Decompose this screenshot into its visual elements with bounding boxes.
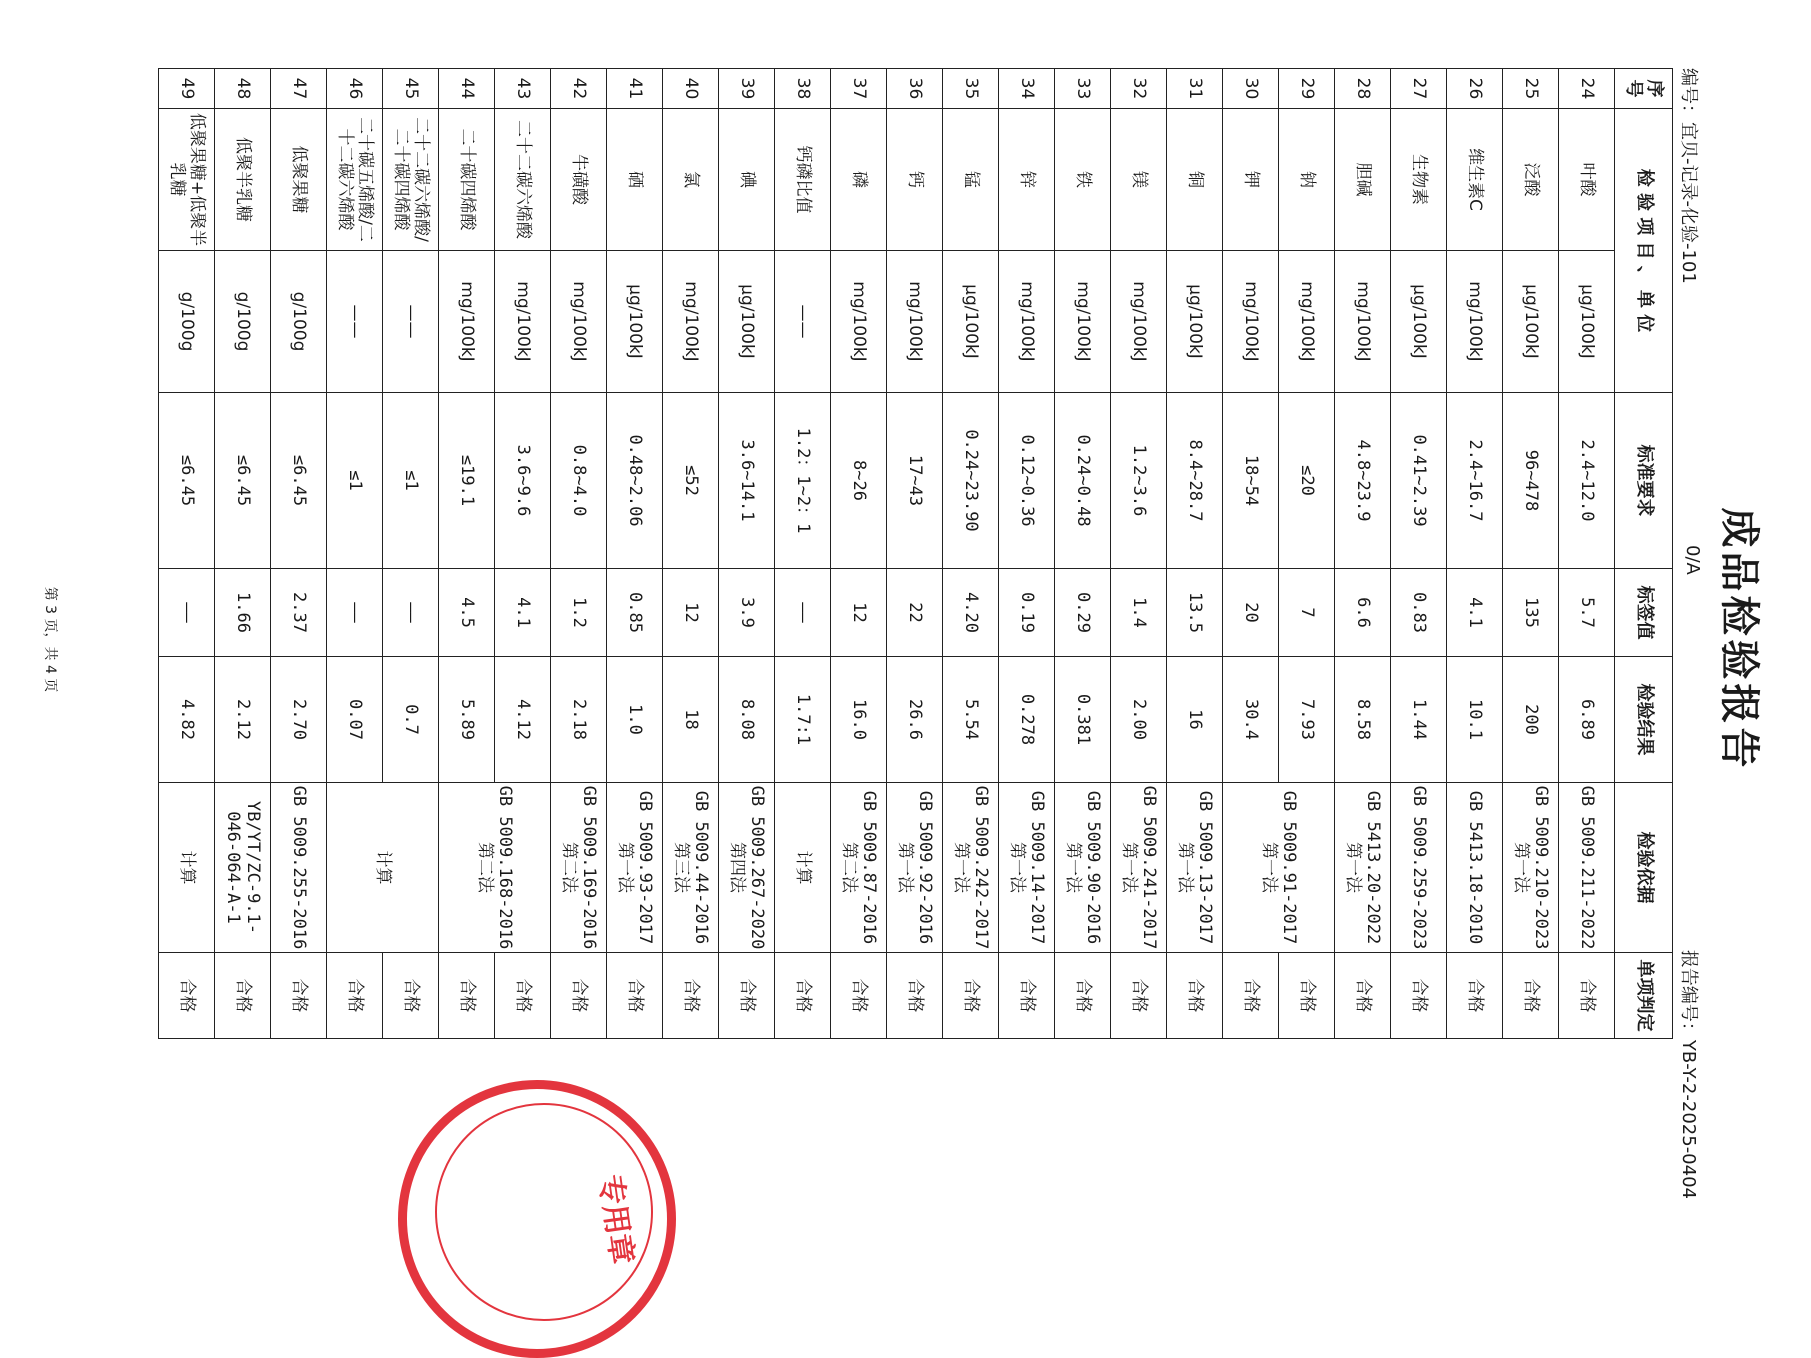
item-name: 二十二碳六烯酸/二十碳四烯酸 (383, 109, 439, 251)
standard-requirement: ≤6.45 (271, 393, 327, 569)
item-unit: mg/100kJ (1111, 251, 1167, 393)
standard-requirement: ≤1 (327, 393, 383, 569)
label-value: —— (775, 569, 831, 657)
table-row (663, 69, 719, 1039)
row-number: 35 (943, 69, 999, 109)
label-value: 0.83 (1391, 569, 1447, 657)
verdict: 合格 (1279, 953, 1335, 1039)
label-value: 13.5 (1167, 569, 1223, 657)
test-result: 5.89 (439, 657, 495, 783)
item-name: 钾 (1223, 109, 1279, 251)
row-number: 48 (215, 69, 271, 109)
verdict: 合格 (495, 953, 551, 1039)
table-row (551, 69, 607, 1039)
test-result: 18 (663, 657, 719, 783)
item-unit: —— (775, 251, 831, 393)
row-number: 30 (1223, 69, 1279, 109)
standard-requirement: 2.4~16.7 (1447, 393, 1503, 569)
verdict: 合格 (1055, 953, 1111, 1039)
header-result: 检验结果 (1615, 657, 1673, 783)
row-number: 25 (1503, 69, 1559, 109)
verdict: 合格 (1559, 953, 1615, 1039)
test-basis: YB/YT/ZC-9.1-046-064-A-1 (215, 783, 271, 953)
test-result: 2.70 (271, 657, 327, 783)
table-row (999, 69, 1055, 1039)
standard-requirement: ≤19.1 (439, 393, 495, 569)
item-unit: mg/100kJ (1279, 251, 1335, 393)
test-basis: GB 5009.44-2016 第三法 (663, 783, 719, 953)
row-number: 42 (551, 69, 607, 109)
standard-requirement: 1.2~3.6 (1111, 393, 1167, 569)
label-value: 7 (1279, 569, 1335, 657)
item-name: 钠 (1279, 109, 1335, 251)
stamp-text: 专用章 (591, 1172, 640, 1267)
table-row (719, 69, 775, 1039)
item-name: 胆碱 (1335, 109, 1391, 251)
test-result: 10.1 (1447, 657, 1503, 783)
test-result: 2.00 (1111, 657, 1167, 783)
item-unit: μg/100kJ (607, 251, 663, 393)
test-basis: 计算 (159, 783, 215, 953)
table-row (607, 69, 663, 1039)
item-unit: μg/100kJ (719, 251, 775, 393)
item-name: 钙 (887, 109, 943, 251)
label-value: 12 (831, 569, 887, 657)
standard-requirement: 18~54 (1223, 393, 1279, 569)
row-number: 29 (1279, 69, 1335, 109)
item-name: 二十碳五烯酸/二十二碳六烯酸 (327, 109, 383, 251)
verdict: 合格 (215, 953, 271, 1039)
standard-requirement: 0.41~2.39 (1391, 393, 1447, 569)
test-result: 16 (1167, 657, 1223, 783)
header-verdict: 单项判定 (1615, 953, 1673, 1039)
row-number: 44 (439, 69, 495, 109)
row-number: 43 (495, 69, 551, 109)
test-basis: GB 5009.168-2016 第二法 (439, 783, 551, 953)
standard-requirement: ≤20 (1279, 393, 1335, 569)
standard-requirement: ≤6.45 (215, 393, 271, 569)
item-unit: g/100g (215, 251, 271, 393)
test-result: 4.12 (495, 657, 551, 783)
label-value: 12 (663, 569, 719, 657)
row-number: 37 (831, 69, 887, 109)
item-unit: μg/100kJ (1559, 251, 1615, 393)
item-unit: mg/100kJ (1335, 251, 1391, 393)
table-row (215, 69, 271, 1039)
table-row (831, 69, 887, 1039)
table-row (495, 69, 551, 1039)
official-stamp (398, 1080, 676, 1358)
table-row (1559, 69, 1615, 1039)
verdict: 合格 (607, 953, 663, 1039)
row-number: 36 (887, 69, 943, 109)
table-row (1055, 69, 1111, 1039)
test-basis: GB 5009.210-2023 第一法 (1503, 783, 1559, 953)
test-result: 30.4 (1223, 657, 1279, 783)
page-footer: 第 3 页，共 4 页 (42, 586, 58, 693)
test-basis: 计算 (327, 783, 439, 953)
item-unit: mg/100kJ (495, 251, 551, 393)
table-row (383, 69, 439, 1039)
item-unit: mg/100kJ (887, 251, 943, 393)
item-name: 磷 (831, 109, 887, 251)
standard-requirement: ≤52 (663, 393, 719, 569)
item-name: 钙磷比值 (775, 109, 831, 251)
document-code: 编号：宜贝-记录-化验-101 (1678, 68, 1699, 284)
test-basis: GB 5009.92-2016 第一法 (887, 783, 943, 953)
label-value: —— (159, 569, 215, 657)
label-value: 3.9 (719, 569, 775, 657)
test-result: 0.278 (999, 657, 1055, 783)
standard-requirement: 17~43 (887, 393, 943, 569)
test-result: 0.7 (383, 657, 439, 783)
test-basis: GB 5413.20-2022 第一法 (1335, 783, 1391, 953)
item-unit: mg/100kJ (1447, 251, 1503, 393)
test-basis: GB 5009.14-2017 第一法 (999, 783, 1055, 953)
item-unit: μg/100kJ (1167, 251, 1223, 393)
row-number: 47 (271, 69, 327, 109)
verdict: 合格 (551, 953, 607, 1039)
header-label-value: 标签值 (1615, 569, 1673, 657)
test-result: 1.7:1 (775, 657, 831, 783)
test-result: 16.0 (831, 657, 887, 783)
label-value: 0.85 (607, 569, 663, 657)
verdict: 合格 (663, 953, 719, 1039)
item-name: 维生素C (1447, 109, 1503, 251)
test-result: 0.07 (327, 657, 383, 783)
standard-requirement: 8.4~28.7 (1167, 393, 1223, 569)
table-row (1503, 69, 1559, 1039)
item-name: 碘 (719, 109, 775, 251)
verdict: 合格 (327, 953, 383, 1039)
item-name: 生物素 (1391, 109, 1447, 251)
header-item-unit: 检 验 项 目 、 单 位 (1615, 109, 1673, 393)
verdict: 合格 (1391, 953, 1447, 1039)
test-result: 26.6 (887, 657, 943, 783)
verdict: 合格 (1223, 953, 1279, 1039)
row-number: 26 (1447, 69, 1503, 109)
test-result: 200 (1503, 657, 1559, 783)
label-value: 0.29 (1055, 569, 1111, 657)
row-number: 28 (1335, 69, 1391, 109)
table-row (1447, 69, 1503, 1039)
item-unit: μg/100kJ (943, 251, 999, 393)
report-title: 成品检验报告 (1716, 507, 1762, 772)
row-number: 27 (1391, 69, 1447, 109)
item-name: 二十碳四烯酸 (439, 109, 495, 251)
verdict: 合格 (1335, 953, 1391, 1039)
label-value: 20 (1223, 569, 1279, 657)
item-unit: g/100g (159, 251, 215, 393)
verdict: 合格 (1503, 953, 1559, 1039)
standard-requirement: 0.8~4.0 (551, 393, 607, 569)
table-row (159, 69, 215, 1039)
table-row (887, 69, 943, 1039)
verdict: 合格 (1167, 953, 1223, 1039)
verdict: 合格 (831, 953, 887, 1039)
standard-requirement: 0.24~23.90 (943, 393, 999, 569)
standard-requirement: ≤1 (383, 393, 439, 569)
item-unit: mg/100kJ (831, 251, 887, 393)
verdict: 合格 (1447, 953, 1503, 1039)
label-value: 2.37 (271, 569, 327, 657)
verdict: 合格 (943, 953, 999, 1039)
item-name: 铁 (1055, 109, 1111, 251)
test-basis: GB 5009.13-2017 第一法 (1167, 783, 1223, 953)
item-name: 硒 (607, 109, 663, 251)
verdict: 合格 (775, 953, 831, 1039)
verdict: 合格 (271, 953, 327, 1039)
label-value: 1.2 (551, 569, 607, 657)
verdict: 合格 (1111, 953, 1167, 1039)
test-result: 2.12 (215, 657, 271, 783)
item-unit: mg/100kJ (551, 251, 607, 393)
test-basis: GB 5009.242-2017 第一法 (943, 783, 999, 953)
item-unit: g/100g (271, 251, 327, 393)
standard-requirement: 3.6~9.6 (495, 393, 551, 569)
table-row (775, 69, 831, 1039)
item-name: 氯 (663, 109, 719, 251)
standard-requirement: 3.6~14.1 (719, 393, 775, 569)
item-name: 叶酸 (1559, 109, 1615, 251)
standard-requirement: ≤6.45 (159, 393, 215, 569)
table-header-row (1615, 69, 1673, 1039)
report-number: 报告编号：YB-Y-2-2025-0404 (1678, 949, 1699, 1199)
test-result: 8.58 (1335, 657, 1391, 783)
inspection-table (158, 68, 1673, 1039)
table-body (159, 69, 1615, 1039)
header-no: 序号 (1615, 69, 1673, 109)
test-basis: 计算 (775, 783, 831, 953)
item-name: 低聚半乳糖 (215, 109, 271, 251)
item-unit: mg/100kJ (999, 251, 1055, 393)
label-value: 4.1 (495, 569, 551, 657)
verdict: 合格 (383, 953, 439, 1039)
item-name: 锌 (999, 109, 1055, 251)
test-result: 0.381 (1055, 657, 1111, 783)
row-number: 24 (1559, 69, 1615, 109)
label-value: 0.19 (999, 569, 1055, 657)
row-number: 38 (775, 69, 831, 109)
item-name: 牛磺酸 (551, 109, 607, 251)
label-value: —— (383, 569, 439, 657)
test-result: 7.93 (1279, 657, 1335, 783)
item-name: 镁 (1111, 109, 1167, 251)
label-value: 4.20 (943, 569, 999, 657)
row-number: 39 (719, 69, 775, 109)
test-result: 2.18 (551, 657, 607, 783)
test-basis: GB 5009.87-2016 第二法 (831, 783, 887, 953)
row-number: 31 (1167, 69, 1223, 109)
label-value: 1.4 (1111, 569, 1167, 657)
table-row (943, 69, 999, 1039)
row-number: 46 (327, 69, 383, 109)
item-name: 泛酸 (1503, 109, 1559, 251)
verdict: 合格 (439, 953, 495, 1039)
item-name: 铜 (1167, 109, 1223, 251)
row-number: 49 (159, 69, 215, 109)
test-result: 1.0 (607, 657, 663, 783)
table-row (1279, 69, 1335, 1039)
verdict: 合格 (719, 953, 775, 1039)
standard-requirement: 1.2：1~2：1 (775, 393, 831, 569)
test-basis: GB 5009.255-2016 (271, 783, 327, 953)
test-result: 6.89 (1559, 657, 1615, 783)
label-value: 1.66 (215, 569, 271, 657)
standard-requirement: 0.48~2.06 (607, 393, 663, 569)
row-number: 40 (663, 69, 719, 109)
test-basis: GB 5009.241-2017 第一法 (1111, 783, 1167, 953)
label-value: —— (327, 569, 383, 657)
test-result: 8.08 (719, 657, 775, 783)
label-value: 6.6 (1335, 569, 1391, 657)
test-basis: GB 5009.259-2023 (1391, 783, 1447, 953)
test-result: 1.44 (1391, 657, 1447, 783)
item-name: 低聚果糖+低聚半乳糖 (159, 109, 215, 251)
standard-requirement: 0.24~0.48 (1055, 393, 1111, 569)
item-unit: —— (383, 251, 439, 393)
label-value: 4.1 (1447, 569, 1503, 657)
test-basis: GB 5009.93-2017 第一法 (607, 783, 663, 953)
item-name: 低聚果糖 (271, 109, 327, 251)
row-number: 34 (999, 69, 1055, 109)
header-standard: 标准要求 (1615, 393, 1673, 569)
test-result: 5.54 (943, 657, 999, 783)
standard-requirement: 4.8~23.9 (1335, 393, 1391, 569)
table-row (1391, 69, 1447, 1039)
verdict: 合格 (999, 953, 1055, 1039)
table-row (1335, 69, 1391, 1039)
item-unit: μg/100kJ (1503, 251, 1559, 393)
test-basis: GB 5009.90-2016 第一法 (1055, 783, 1111, 953)
item-unit: μg/100kJ (1391, 251, 1447, 393)
table-row (271, 69, 327, 1039)
standard-requirement: 2.4~12.0 (1559, 393, 1615, 569)
label-value: 5.7 (1559, 569, 1615, 657)
row-number: 33 (1055, 69, 1111, 109)
standard-requirement: 0.12~0.36 (999, 393, 1055, 569)
test-basis: GB 5009.211-2022 (1559, 783, 1615, 953)
row-number: 45 (383, 69, 439, 109)
test-result: 4.82 (159, 657, 215, 783)
test-basis: GB 5009.169-2016 第二法 (551, 783, 607, 953)
version-label: 0/A (1682, 545, 1703, 575)
standard-requirement: 96~478 (1503, 393, 1559, 569)
test-basis: GB 5413.18-2010 (1447, 783, 1503, 953)
row-number: 32 (1111, 69, 1167, 109)
row-number: 41 (607, 69, 663, 109)
item-unit: mg/100kJ (1055, 251, 1111, 393)
label-value: 22 (887, 569, 943, 657)
verdict: 合格 (887, 953, 943, 1039)
label-value: 4.5 (439, 569, 495, 657)
header-basis: 检验依据 (1615, 783, 1673, 953)
item-unit: mg/100kJ (1223, 251, 1279, 393)
test-basis: GB 5009.91-2017 第一法 (1223, 783, 1335, 953)
table-row (1111, 69, 1167, 1039)
verdict: 合格 (159, 953, 215, 1039)
table-row (1167, 69, 1223, 1039)
item-unit: mg/100kJ (663, 251, 719, 393)
item-unit: —— (327, 251, 383, 393)
standard-requirement: 8~26 (831, 393, 887, 569)
test-basis: GB 5009.267-2020 第四法 (719, 783, 775, 953)
item-name: 二十二碳六烯酸 (495, 109, 551, 251)
item-name: 锰 (943, 109, 999, 251)
item-unit: mg/100kJ (439, 251, 495, 393)
label-value: 135 (1503, 569, 1559, 657)
